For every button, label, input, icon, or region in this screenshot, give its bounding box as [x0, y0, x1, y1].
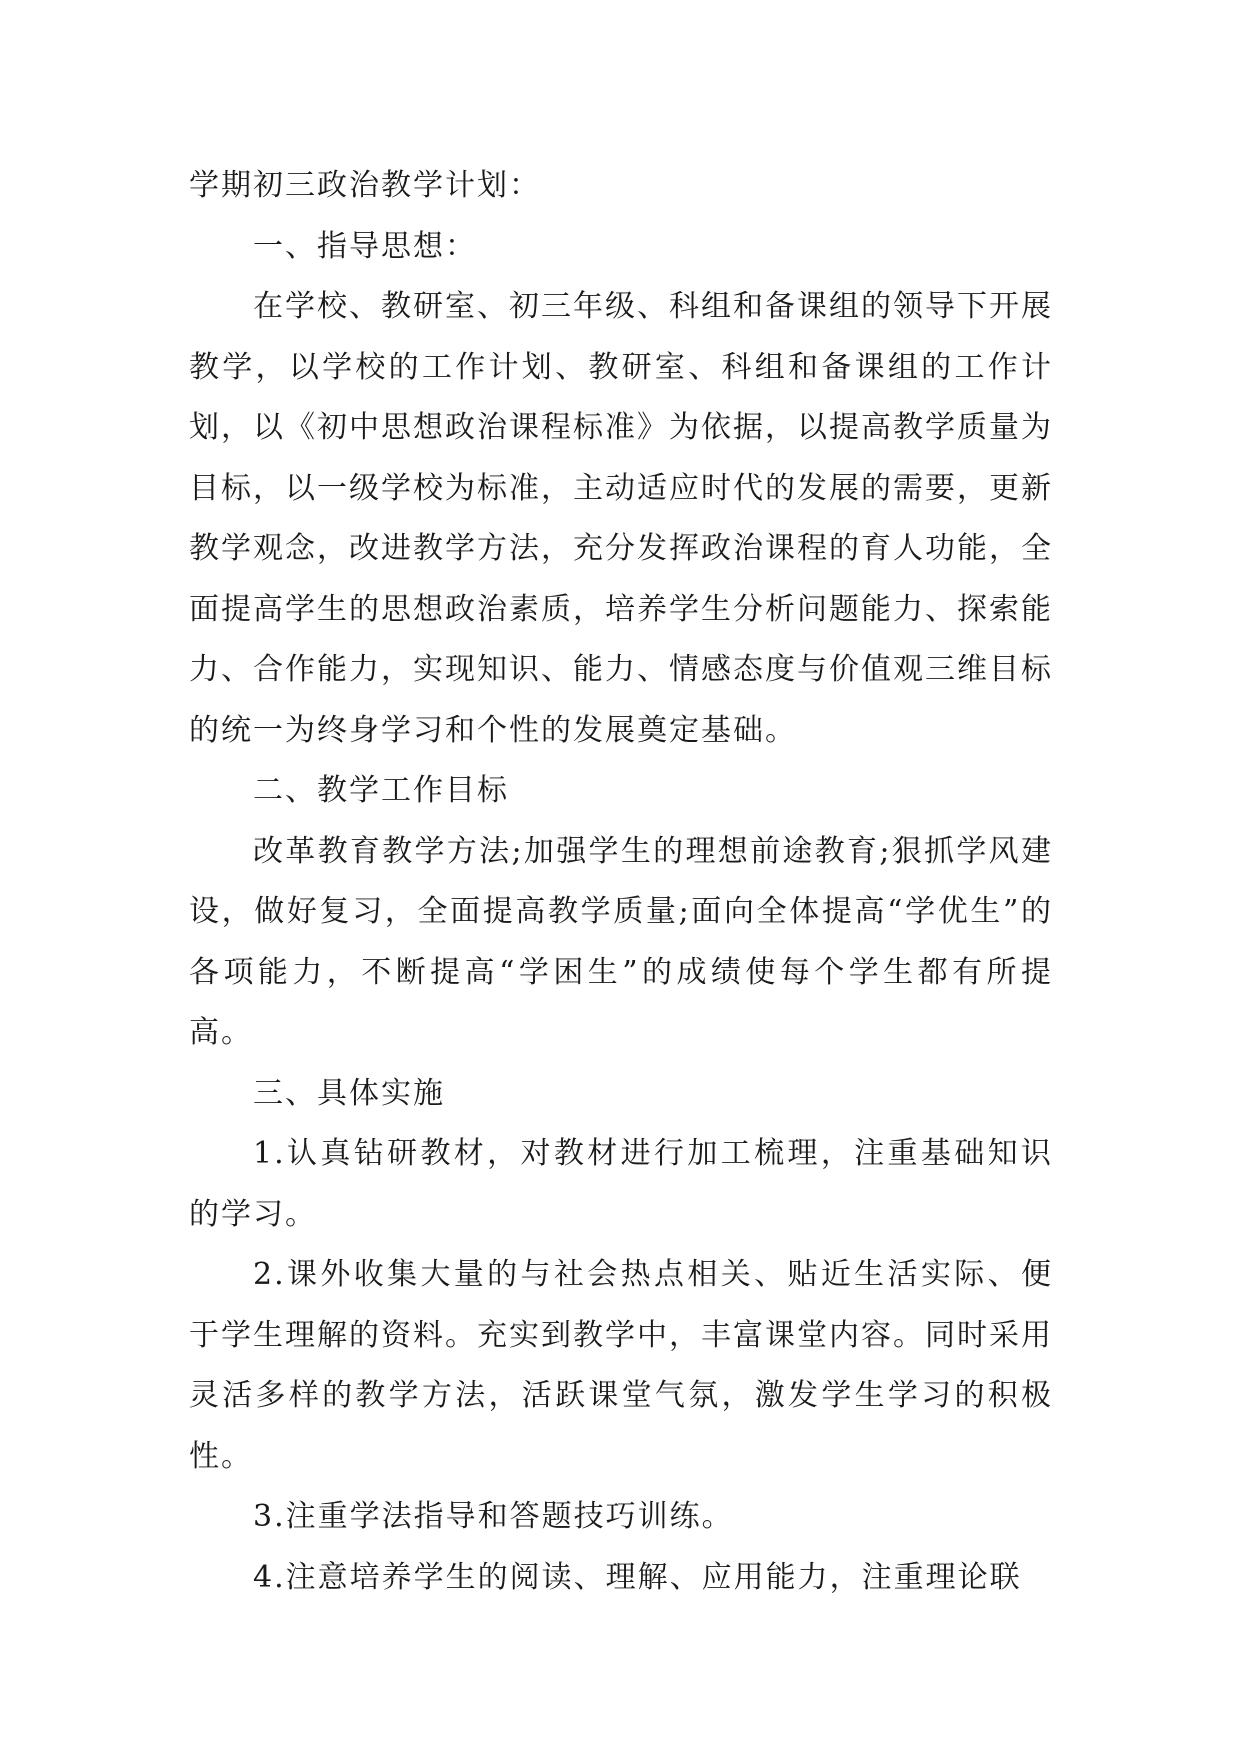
section-heading-teaching-goals: 二、教学工作目标 — [253, 773, 509, 808]
list-item-2: 2.课外收集大量的与社会热点相关、贴近生活实际、便于学生理解的资料。充实到教学中，丰富课堂内容。同时采用灵活多样的教学方法，活跃课堂气氛，激发学生学习的积极性。 — [189, 1257, 1053, 1474]
list-item-1: 1.认真钻研教材，对教材进行加工梳理，注重基础知识的学习。 — [189, 1136, 1053, 1232]
paragraph-teaching-goals: 改革教育教学方法;加强学生的理想前途教育;狠抓学风建设，做好复习，全面提高教学质量;面向全体提高“学优生”的各项能力，不断提高“学困生”的成绩使每个学生都有所提高。 — [189, 833, 1053, 1050]
document-body — [189, 156, 1053, 1608]
section-heading-implementation: 三、具体实施 — [253, 1075, 445, 1111]
section-heading-guiding-ideology: 一、指导思想： — [253, 228, 477, 264]
list-item-3: 3.注重学法指导和答题技巧训练。 — [253, 1499, 734, 1534]
paragraph-guiding-ideology: 在学校、教研室、初三年级、科组和备课组的领导下开展教学，以学校的工作计划、教研室、科组和备课组的工作计划，以《初中思想政治课程标准》为依据，以提高教学质量为目标，以一级学校为标准，主动适应时代的发展的需要，更新教学观念，改进教学方法，充分发挥政治课程的育人功能，全面提高学生的思想政治素质，培养学生分析问题能力、探索能力、合作能力，实现知识、能力、情感态度与价值观三维目标的统一为终身学习和个性的发展奠定基础。 — [189, 289, 1053, 748]
list-item-4: 4.注意培养学生的阅读、理解、应用能力，注重理论联 — [253, 1559, 1022, 1595]
document-title-line: 学期初三政治教学计划： — [189, 168, 541, 203]
